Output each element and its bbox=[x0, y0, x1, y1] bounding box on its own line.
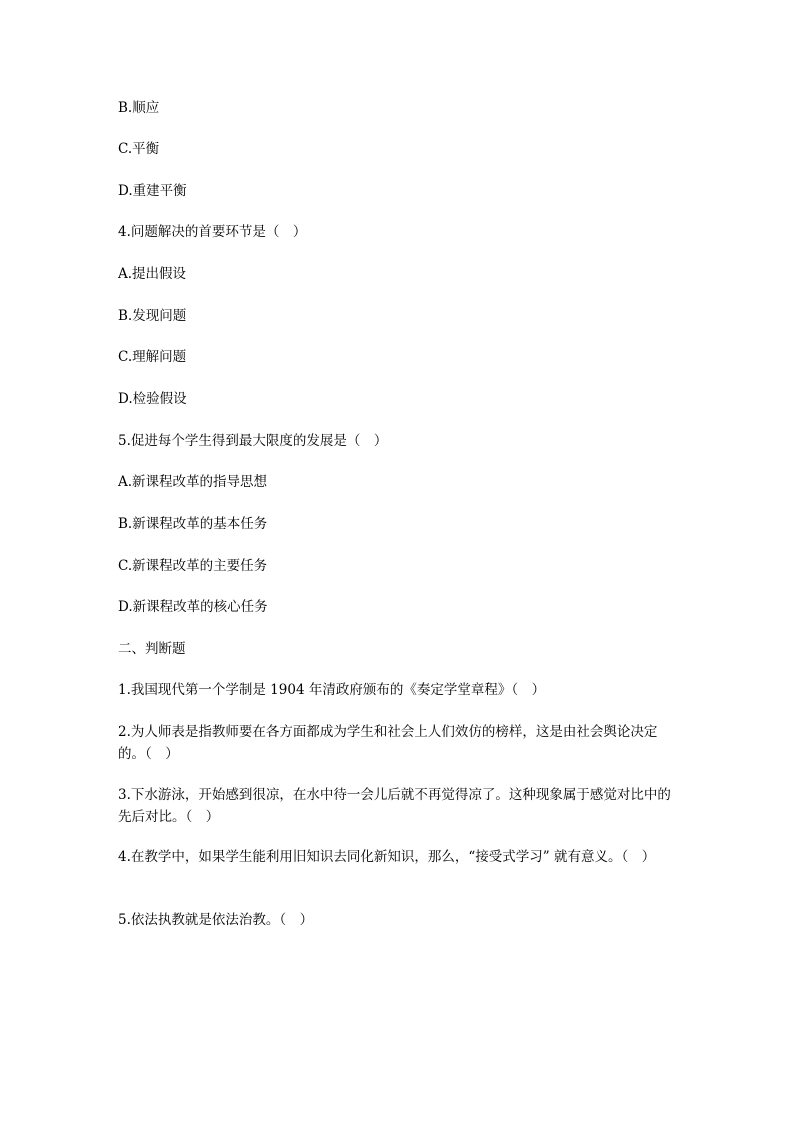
judgment-question-4: 4.在教学中，如果学生能利用旧知识去同化新知识，那么，“接受式学习” 就有意义。（ ） bbox=[118, 849, 656, 865]
question-4: 4.问题解决的首要环节是（ ） bbox=[118, 224, 307, 240]
option-4d: D.检验假设 bbox=[118, 391, 187, 407]
option-5a: A.新课程改革的指导思想 bbox=[118, 474, 268, 490]
option-3d: D.重建平衡 bbox=[118, 183, 187, 199]
option-4b: B.发现问题 bbox=[118, 308, 187, 324]
judgment-question-5: 5.依法执教就是依法治教。（ ） bbox=[118, 912, 314, 928]
option-4c: C.理解问题 bbox=[118, 349, 187, 365]
question-5: 5.促进每个学生得到最大限度的发展是（ ） bbox=[118, 433, 388, 449]
option-5b: B.新课程改革的基本任务 bbox=[118, 516, 268, 532]
option-3c: C.平衡 bbox=[118, 141, 160, 157]
option-4a: A.提出假设 bbox=[118, 266, 187, 282]
option-3b: B.顺应 bbox=[118, 100, 160, 116]
judgment-question-2: 2.为人师表是指教师要在各方面都成为学生和社会上人们效仿的榜样，这是由社会舆论决定的。（ ） bbox=[118, 724, 658, 762]
judgment-question-3: 3.下水游泳，开始感到很凉，在水中待一会儿后就不再觉得凉了。这种现象属于感觉对比中的先后对比。（ ） bbox=[118, 787, 671, 825]
judgment-question-1: 1.我国现代第一个学制是 1904 年清政府颁布的《奏定学堂章程》（ ） bbox=[118, 682, 546, 698]
option-5c: C.新课程改革的主要任务 bbox=[118, 558, 268, 574]
option-5d: D.新课程改革的核心任务 bbox=[118, 599, 268, 615]
section-heading-judgment: 二、判断题 bbox=[118, 641, 186, 657]
